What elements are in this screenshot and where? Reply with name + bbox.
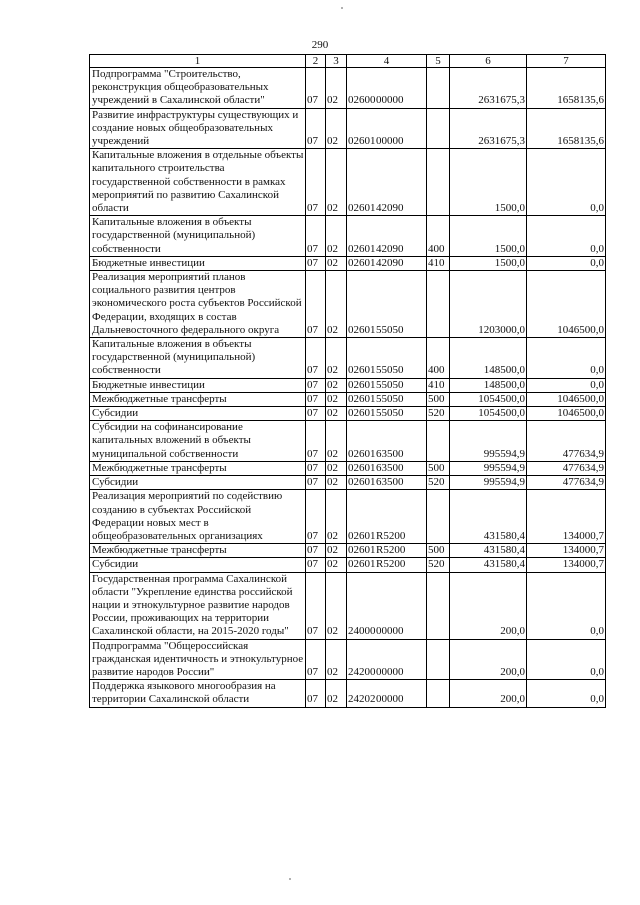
program-code: 02601 [348, 364, 376, 377]
row-name: Государственная программа Сахалинской области "Укрепление единства российской нации и этнокультурное развитие народов России, проживающих на территории Сахалинской области, на 2015-2020 годы" [90, 572, 306, 639]
expense-type-code [427, 421, 450, 462]
expense-type-code: 400 [427, 216, 450, 257]
amount-year-1: 148500,0 [450, 338, 527, 379]
amount-year-1: 431580,4 [450, 490, 527, 544]
subsection-code: 02 [326, 271, 347, 338]
amount-year-1: 995594,9 [450, 421, 527, 462]
direction-code: R5200 [376, 558, 406, 571]
table-row [90, 378, 606, 392]
table-row [90, 680, 606, 707]
section-code: 07 [306, 68, 326, 109]
amount-year-1: 1500,0 [450, 149, 527, 216]
program-code: 02601 [348, 135, 376, 148]
row-name: Бюджетные инвестиции [90, 378, 306, 392]
row-name: Подпрограмма "Общероссийская гражданская идентичность и этнокультурное развитие народов России" [90, 639, 306, 680]
subsection-code: 02 [326, 680, 347, 707]
program-code: 02601 [348, 529, 376, 542]
amount-year-2: 134000,7 [527, 490, 606, 544]
subsection-code: 02 [326, 407, 347, 421]
section-code: 07 [306, 108, 326, 149]
target-article-code [347, 216, 427, 257]
amount-year-2: 0,0 [527, 216, 606, 257]
program-code: 24200 [348, 665, 376, 678]
direction-code: 42090 [376, 202, 404, 215]
amount-year-1: 1203000,0 [450, 271, 527, 338]
direction-code: 55050 [376, 392, 404, 405]
section-code: 07 [306, 407, 326, 421]
subsection-code: 02 [326, 378, 347, 392]
table-row [90, 68, 606, 109]
direction-code: 55050 [376, 407, 404, 420]
row-name: Капитальные вложения в объекты государственной (муниципальной) собственности [90, 216, 306, 257]
expense-type-code [427, 639, 450, 680]
column-header: 4 [347, 55, 427, 68]
row-name: Реализация мероприятий планов социального развития центров экономического роста субъектов Российской Федерации, входящих в состав Дальневосточного федерального округа [90, 271, 306, 338]
row-name: Межбюджетные трансферты [90, 544, 306, 558]
amount-year-1: 1054500,0 [450, 407, 527, 421]
target-article-code [347, 680, 427, 707]
section-code: 07 [306, 476, 326, 490]
table-row [90, 544, 606, 558]
table-row [90, 256, 606, 270]
table-row [90, 461, 606, 475]
target-article-code [347, 461, 427, 475]
column-header: 5 [427, 55, 450, 68]
table-row [90, 149, 606, 216]
direction-code: 63500 [376, 476, 404, 489]
expense-type-code: 520 [427, 558, 450, 572]
row-name: Капитальные вложения в объекты государственной (муниципальной) собственности [90, 338, 306, 379]
direction-code: 00000 [376, 665, 404, 678]
scan-speck [341, 7, 343, 9]
table-row [90, 558, 606, 572]
direction-code: 00000 [376, 135, 404, 148]
program-code: 02601 [348, 544, 376, 557]
row-name: Субсидии на софинансирование капитальных вложений в объекты муниципальной собственности [90, 421, 306, 462]
row-name: Межбюджетные трансферты [90, 461, 306, 475]
amount-year-2: 0,0 [527, 378, 606, 392]
amount-year-2: 134000,7 [527, 544, 606, 558]
section-code: 07 [306, 572, 326, 639]
table-row [90, 216, 606, 257]
target-article-code [347, 572, 427, 639]
column-header: 2 [306, 55, 326, 68]
amount-year-2: 477634,9 [527, 476, 606, 490]
expense-type-code: 400 [427, 338, 450, 379]
amount-year-2: 477634,9 [527, 461, 606, 475]
amount-year-2: 1658135,6 [527, 108, 606, 149]
direction-code: R5200 [376, 544, 406, 557]
subsection-code: 02 [326, 639, 347, 680]
amount-year-1: 995594,9 [450, 476, 527, 490]
section-code: 07 [306, 490, 326, 544]
column-header: 6 [450, 55, 527, 68]
amount-year-1: 1500,0 [450, 216, 527, 257]
section-code: 07 [306, 216, 326, 257]
direction-code: 55050 [376, 378, 404, 391]
expense-type-code [427, 68, 450, 109]
direction-code: 00000 [376, 94, 404, 107]
program-code: 02601 [348, 256, 376, 269]
scan-speck [289, 878, 291, 880]
amount-year-2: 0,0 [527, 572, 606, 639]
amount-year-2: 1046500,0 [527, 271, 606, 338]
section-code: 07 [306, 639, 326, 680]
subsection-code: 02 [326, 392, 347, 406]
expense-type-code: 410 [427, 256, 450, 270]
section-code: 07 [306, 421, 326, 462]
table-row [90, 271, 606, 338]
expense-type-code: 520 [427, 476, 450, 490]
direction-code: 42090 [376, 256, 404, 269]
target-article-code [347, 421, 427, 462]
expense-type-code [427, 490, 450, 544]
expense-type-code [427, 680, 450, 707]
program-code: 24000 [348, 625, 376, 638]
target-article-code [347, 490, 427, 544]
program-code: 24202 [348, 693, 376, 706]
column-header: 7 [527, 55, 606, 68]
row-name: Субсидии [90, 558, 306, 572]
amount-year-2: 0,0 [527, 639, 606, 680]
direction-code: R5200 [376, 529, 406, 542]
table-row [90, 476, 606, 490]
row-name: Подпрограмма "Строительство, реконструкция общеобразовательных учреждений в Сахалинской области" [90, 68, 306, 109]
amount-year-1: 431580,4 [450, 544, 527, 558]
amount-year-1: 200,0 [450, 639, 527, 680]
table-row [90, 490, 606, 544]
row-name: Бюджетные инвестиции [90, 256, 306, 270]
section-code: 07 [306, 149, 326, 216]
table-row [90, 639, 606, 680]
program-code: 02601 [348, 447, 376, 460]
subsection-code: 02 [326, 256, 347, 270]
amount-year-2: 1046500,0 [527, 392, 606, 406]
row-name: Развитие инфраструктуры существующих и создание новых общеобразовательных учреждений [90, 108, 306, 149]
target-article-code [347, 338, 427, 379]
expense-type-code [427, 572, 450, 639]
target-article-code [347, 558, 427, 572]
target-article-code [347, 68, 427, 109]
amount-year-1: 200,0 [450, 680, 527, 707]
table-row [90, 392, 606, 406]
program-code: 02601 [348, 558, 376, 571]
table-row [90, 338, 606, 379]
expense-type-code: 500 [427, 461, 450, 475]
table-body [90, 68, 606, 708]
expense-type-code: 410 [427, 378, 450, 392]
subsection-code: 02 [326, 572, 347, 639]
program-code: 02601 [348, 461, 376, 474]
column-header-row [90, 55, 606, 68]
direction-code: 42090 [376, 242, 404, 255]
direction-code: 55050 [376, 323, 404, 336]
direction-code: 00000 [376, 625, 404, 638]
section-code: 07 [306, 256, 326, 270]
subsection-code: 02 [326, 421, 347, 462]
subsection-code: 02 [326, 558, 347, 572]
amount-year-1: 200,0 [450, 572, 527, 639]
amount-year-1: 2631675,3 [450, 68, 527, 109]
section-code: 07 [306, 680, 326, 707]
amount-year-2: 0,0 [527, 680, 606, 707]
amount-year-2: 0,0 [527, 256, 606, 270]
subsection-code: 02 [326, 216, 347, 257]
subsection-code: 02 [326, 490, 347, 544]
amount-year-1: 995594,9 [450, 461, 527, 475]
table-row [90, 421, 606, 462]
subsection-code: 02 [326, 544, 347, 558]
program-code: 02601 [348, 378, 376, 391]
section-code: 07 [306, 392, 326, 406]
amount-year-2: 1658135,6 [527, 68, 606, 109]
program-code: 02600 [348, 94, 376, 107]
subsection-code: 02 [326, 108, 347, 149]
expense-type-code [427, 149, 450, 216]
program-code: 02601 [348, 242, 376, 255]
amount-year-2: 477634,9 [527, 421, 606, 462]
amount-year-1: 1054500,0 [450, 392, 527, 406]
target-article-code [347, 149, 427, 216]
program-code: 02601 [348, 476, 376, 489]
section-code: 07 [306, 378, 326, 392]
target-article-code [347, 392, 427, 406]
program-code: 02601 [348, 407, 376, 420]
row-name: Субсидии [90, 476, 306, 490]
budget-table [89, 54, 606, 708]
section-code: 07 [306, 338, 326, 379]
target-article-code [347, 256, 427, 270]
program-code: 02601 [348, 202, 376, 215]
amount-year-2: 1046500,0 [527, 407, 606, 421]
section-code: 07 [306, 558, 326, 572]
section-code: 07 [306, 461, 326, 475]
row-name: Поддержка языкового многообразия на территории Сахалинской области [90, 680, 306, 707]
page-number: 290 [311, 39, 329, 51]
subsection-code: 02 [326, 461, 347, 475]
program-code: 02601 [348, 323, 376, 336]
row-name: Субсидии [90, 407, 306, 421]
subsection-code: 02 [326, 338, 347, 379]
expense-type-code: 500 [427, 544, 450, 558]
amount-year-2: 0,0 [527, 338, 606, 379]
column-header: 1 [90, 55, 306, 68]
row-name: Реализация мероприятий по содействию созданию в субъектах Российской Федерации новых мест в общеобразовательных организациях [90, 490, 306, 544]
target-article-code [347, 639, 427, 680]
subsection-code: 02 [326, 68, 347, 109]
subsection-code: 02 [326, 149, 347, 216]
program-code: 02601 [348, 392, 376, 405]
amount-year-1: 148500,0 [450, 378, 527, 392]
amount-year-2: 134000,7 [527, 558, 606, 572]
expense-type-code: 520 [427, 407, 450, 421]
expense-type-code: 500 [427, 392, 450, 406]
direction-code: 63500 [376, 447, 404, 460]
table-row [90, 108, 606, 149]
table-row [90, 572, 606, 639]
amount-year-1: 1500,0 [450, 256, 527, 270]
section-code: 07 [306, 544, 326, 558]
amount-year-1: 431580,4 [450, 558, 527, 572]
amount-year-1: 2631675,3 [450, 108, 527, 149]
target-article-code [347, 476, 427, 490]
column-header: 3 [326, 55, 347, 68]
row-name: Межбюджетные трансферты [90, 392, 306, 406]
section-code: 07 [306, 271, 326, 338]
table-row [90, 407, 606, 421]
amount-year-2: 0,0 [527, 149, 606, 216]
expense-type-code [427, 271, 450, 338]
direction-code: 00000 [376, 693, 404, 706]
target-article-code [347, 108, 427, 149]
subsection-code: 02 [326, 476, 347, 490]
target-article-code [347, 378, 427, 392]
row-name: Капитальные вложения в отдельные объекты капитального строительства государственной собственности в рамках мероприятий по развитию Сахалинской области [90, 149, 306, 216]
target-article-code [347, 407, 427, 421]
target-article-code [347, 544, 427, 558]
expense-type-code [427, 108, 450, 149]
direction-code: 63500 [376, 461, 404, 474]
target-article-code [347, 271, 427, 338]
direction-code: 55050 [376, 364, 404, 377]
